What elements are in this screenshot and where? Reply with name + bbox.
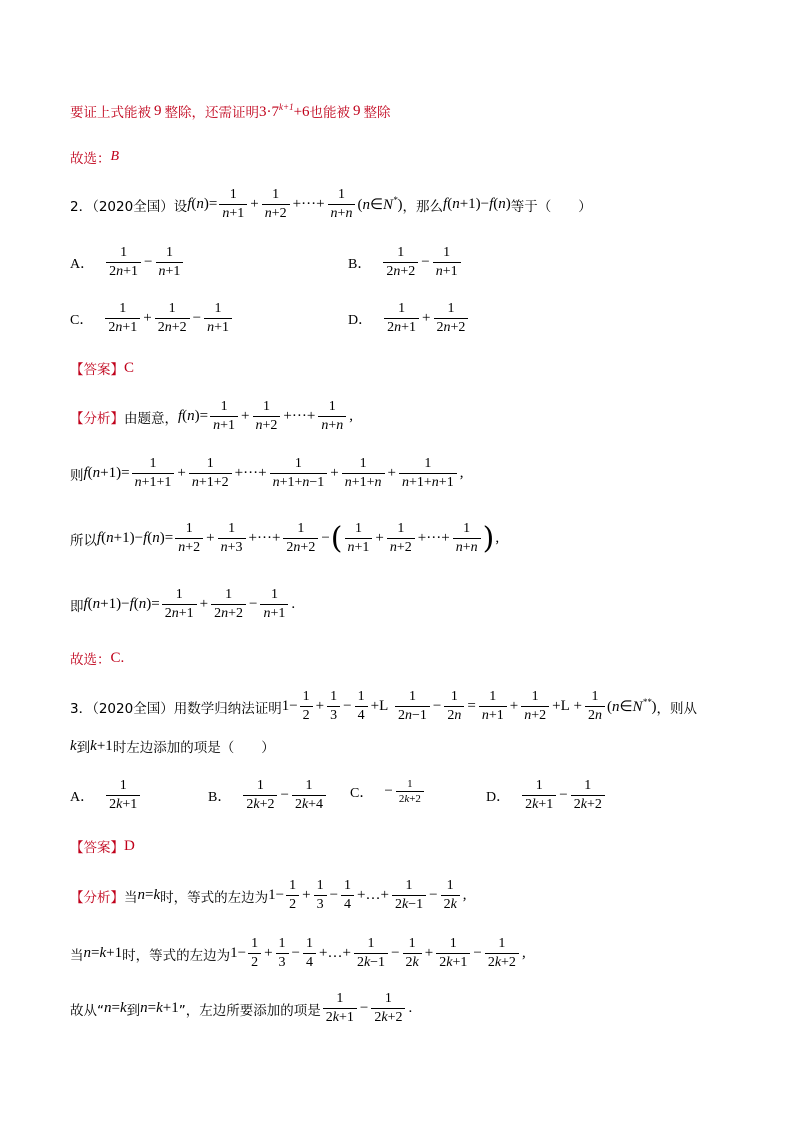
fraction: $\frac{1}{2n+1}$ [106, 244, 141, 281]
question-3-stem-line-2: k 到 k+1 时左边添加的项是（ ） [70, 737, 275, 756]
fraction: $\frac{1}{2k+4}$ [292, 777, 326, 814]
analysis-3-line-3: 故从“ n=k 到 n=k+1 ”，左边所要添加的项是 $\frac{1}{2k+1}$ − $\frac{1}{2k+2}$ . [70, 991, 413, 1025]
text: ”，左边所要添加的项是 [178, 1002, 321, 1019]
fraction: $\frac{1}{4}$ [341, 877, 354, 914]
fraction: $\frac{1}{n+1+n}$ [342, 455, 385, 492]
fraction: $\frac{1}{4}$ [355, 688, 368, 725]
fraction: $\frac{1}{4}$ [303, 935, 316, 972]
question-number: 2．（2020全国）设 [70, 198, 188, 215]
fraction: $\frac{1}{n+n}$ [318, 398, 346, 435]
q2-option-c[interactable]: C． $\frac{1}{2n+1}$ + $\frac{1}{2n+2}$ − $\frac{1}{n+1}$ [70, 300, 234, 337]
fraction: $\frac{1}{n+1}$ [156, 244, 184, 281]
formula: f(n)= [178, 408, 209, 424]
option-label: B． [348, 256, 372, 272]
fraction: $\frac{1}{2k+2}$ [371, 990, 405, 1027]
fraction: $\frac{1}{2n+2}$ [155, 300, 190, 337]
fraction: $\frac{1}{n+1}$ [210, 398, 238, 435]
text: 整除，还需证明 [164, 105, 259, 121]
answer-value: C [124, 359, 135, 376]
text: 要证上式能被 [70, 105, 151, 121]
q2-option-a[interactable]: A． $\frac{1}{2n+1}$ − $\frac{1}{n+1}$ [70, 244, 185, 281]
fraction: $\frac{1}{2n+2}$ [211, 586, 246, 623]
fraction: $\frac{1}{n+n}$ [453, 520, 481, 557]
analysis-2-line-1: 【分析】 由题意， f(n)= $\frac{1}{n+1}$ + $\frac{1}{n+2}$ +···+ $\frac{1}{n+n}$ , [70, 399, 353, 433]
fraction: $\frac{1}{2n+2}$ [283, 520, 318, 557]
analysis-2-line-4: 即 f(n+1)−f(n)= $\frac{1}{2n+1}$ + $\frac{1}{2n+2}$ − $\frac{1}{n+1}$ . [70, 587, 296, 621]
answer-3 [70, 836, 135, 856]
fraction: $\frac{1}{2n-1}$ [395, 688, 430, 725]
fraction: $\frac{1}{2n+1}$ [384, 300, 419, 337]
formula: (n∈N*) [357, 195, 403, 213]
proof-continuation-line [70, 101, 391, 121]
fraction: $\frac{1}{n+1+n-1}$ [270, 455, 328, 492]
fraction: $\frac{1}{n+n}$ [328, 186, 356, 223]
analysis-2-line-3: 所以 f(n+1)−f(n)= $\frac{1}{n+2}$ + $\frac{1}{n+3}$ +···+ $\frac{1}{2n+2}$ − ( $\frac{1}{n+1}$ + $\frac{1}{n+2}$ +···+ $\frac{1}{n+n}$ ) , [70, 520, 500, 556]
fraction: $\frac{1}{2}$ [300, 688, 313, 725]
text: 到 [126, 1002, 141, 1019]
fraction: $\frac{1}{2k}$ [441, 877, 460, 914]
formula: f(n+1)−f(n)= [97, 530, 174, 546]
question-2-stem: 2．（2020全国）设 f(n)= $\frac{1}{n+1}$ + $\frac{1}{n+2}$ +···+ $\frac{1}{n+n}$ (n∈N*) ，那么 f(n+1)−f(n) 等于（ ） [70, 187, 592, 221]
fraction: $\frac{1}{2n+2}$ [434, 300, 469, 337]
q3-option-d[interactable]: D． $\frac{1}{2k+1}$ − $\frac{1}{2k+2}$ [486, 777, 607, 814]
answer-2 [70, 358, 134, 378]
text: 当 [70, 947, 84, 964]
q3-option-c[interactable]: C． − $\frac{1}{2k+2}$ [350, 777, 426, 806]
fraction: $\frac{1}{n+1+1}$ [132, 455, 175, 492]
analysis-3-line-2: 当 n=k+1 时，等式的左边为 1− $\frac{1}{2}$ + $\frac{1}{3}$ − $\frac{1}{4}$ +…+ $\frac{1}{2k-1}$ − $\frac{1}{2k}$ + $\frac{1}{2k+1}$ − $\frac{1}{2k+2}$ , [70, 936, 526, 970]
fraction: $\frac{1}{2k+2}$ [571, 777, 605, 814]
fraction: $\frac{1}{n+2}$ [175, 520, 203, 557]
analysis-3-line-1: 【分析】 当 n=k 时，等式的左边为 1− $\frac{1}{2}$ + $\frac{1}{3}$ − $\frac{1}{4}$ +…+ $\frac{1}{2k-1}$ − $\frac{1}{2k}$ , [70, 878, 467, 912]
number: 9 [154, 102, 162, 119]
text: 故从“ [70, 1002, 104, 1019]
text: 当 [124, 889, 138, 906]
text: 所以 [70, 532, 97, 549]
answer-label: 【答案】 [70, 840, 124, 856]
text: 由题意， [124, 410, 178, 427]
text: 时左边添加的项是（ ） [112, 740, 275, 756]
fraction: $\frac{1}{n+1}$ [204, 300, 232, 337]
fraction: $\frac{1}{n+2}$ [253, 398, 281, 435]
analysis-label: 【分析】 [70, 410, 124, 427]
text: 等于（ ） [510, 198, 592, 215]
fraction: $\frac{1}{n+2}$ [262, 186, 290, 223]
fraction: $\frac{1}{n+2}$ [521, 688, 549, 725]
option-label: D． [348, 312, 373, 328]
fraction: $\frac{1}{2}$ [248, 935, 261, 972]
fraction: $\frac{1}{2n+1}$ [162, 586, 197, 623]
fraction: $\frac{1}{2k-1}$ [354, 935, 388, 972]
formula: f(n+1)−f(n) [443, 196, 511, 212]
fraction: $\frac{1}{2k+1}$ [522, 777, 556, 814]
fraction: $\frac{1}{2k}$ [403, 935, 422, 972]
formula: $3\cdot 7^{k+1}+6$ [259, 101, 310, 120]
fraction: $\frac{1}{2n+1}$ [105, 300, 140, 337]
text: 整除 [363, 105, 391, 121]
text: 也能被 [309, 105, 351, 121]
fraction: $\frac{1}{n+1}$ [345, 520, 373, 557]
fraction: $\frac{1}{n+1+n+1}$ [399, 455, 457, 492]
answer-line-2 [70, 648, 124, 668]
option-label: A． [70, 789, 95, 805]
text: 时，等式的左边为 [160, 889, 269, 906]
fraction: $\frac{1}{2n+2}$ [383, 244, 418, 281]
fraction: $\frac{1}{2k+1}$ [436, 935, 470, 972]
option-label: C． [70, 312, 94, 328]
analysis-2-line-2: 则 f(n+1)= $\frac{1}{n+1+1}$ + $\frac{1}{n+1+2}$ +···+ $\frac{1}{n+1+n-1}$ + $\frac{1}{n+1+n}$ + $\frac{1}{n+1+n+1}$ , [70, 456, 464, 490]
text: ，那么 [402, 198, 444, 215]
fraction: $\frac{1}{2k+2}$ [243, 777, 277, 814]
text: ，则从 [656, 700, 698, 717]
q2-option-b[interactable]: B． $\frac{1}{2n+2}$ − $\frac{1}{n+1}$ [348, 244, 463, 281]
fraction: $\frac{1}{2k+2}$ [485, 935, 519, 972]
fraction: $\frac{1}{n+3}$ [218, 520, 246, 557]
option-label: B． [208, 789, 232, 805]
answer-line-1 [70, 147, 119, 167]
number: 9 [353, 102, 361, 119]
formula: f(n+1)= [83, 465, 130, 481]
fraction: $\frac{1}{n+1}$ [260, 586, 288, 623]
formula: f(n+1)−f(n)= [83, 596, 160, 612]
fraction: $\frac{1}{2n}$ [585, 688, 605, 725]
fraction: $\frac{1}{2k+2}$ [396, 777, 424, 806]
fraction: $\frac{1}{2k-1}$ [392, 877, 426, 914]
text: 即 [70, 598, 84, 615]
fraction: $\frac{1}{2k+1}$ [323, 990, 357, 1027]
answer-label: 【答案】 [70, 362, 124, 378]
answer-value: C. [110, 649, 125, 666]
fraction: $\frac{1}{n+1}$ [433, 244, 461, 281]
option-label: A． [70, 256, 95, 272]
question-3-stem: 3．（2020全国）用数学归纳法证明 1− $\frac{1}{2}$ + $\frac{1}{3}$ − $\frac{1}{4}$ +L $\frac{1}{2n-1}$ − $\frac{1}{2n}$ = $\frac{1}{n+1}$ + $\frac{1}{n+2}$ +L + $\frac{1}{2n}$ (n∈N**) ，则从 [70, 689, 698, 723]
text: 到 [76, 740, 91, 756]
q3-option-a[interactable] [70, 777, 142, 814]
answer-value: D [124, 837, 135, 854]
option-label: C． [350, 785, 374, 801]
fraction: $\frac{1}{n+1}$ [219, 186, 247, 223]
fraction: $\frac{1}{3}$ [314, 877, 327, 914]
answer-value: B [110, 149, 120, 164]
answer-label: 故选： [70, 151, 111, 167]
q2-option-d[interactable]: D． $\frac{1}{2n+1}$ + $\frac{1}{2n+2}$ [348, 300, 470, 337]
fraction: $\frac{1}{n+1+2}$ [189, 455, 232, 492]
text: 则 [70, 467, 84, 484]
fraction: $\frac{1}{n+1}$ [479, 688, 507, 725]
fraction: $\frac{1}{3}$ [327, 688, 340, 725]
fraction: $\frac{1}{2}$ [286, 877, 299, 914]
question-number: 3．（2020全国）用数学归纳法证明 [70, 700, 282, 717]
analysis-label: 【分析】 [70, 889, 124, 906]
text: 时，等式的左边为 [122, 947, 231, 964]
formula: f(n)= [187, 196, 218, 212]
fraction: $\frac{1}{n+2}$ [387, 520, 415, 557]
fraction: $\frac{1}{3}$ [276, 935, 289, 972]
fraction: $\frac{1}{2k+1}$ [106, 777, 140, 814]
option-label: D． [486, 789, 511, 805]
fraction: $\frac{1}{2n}$ [444, 688, 464, 725]
q3-option-b[interactable]: B． $\frac{1}{2k+2}$ − $\frac{1}{2k+4}$ [208, 777, 328, 814]
answer-label: 故选： [70, 652, 111, 668]
